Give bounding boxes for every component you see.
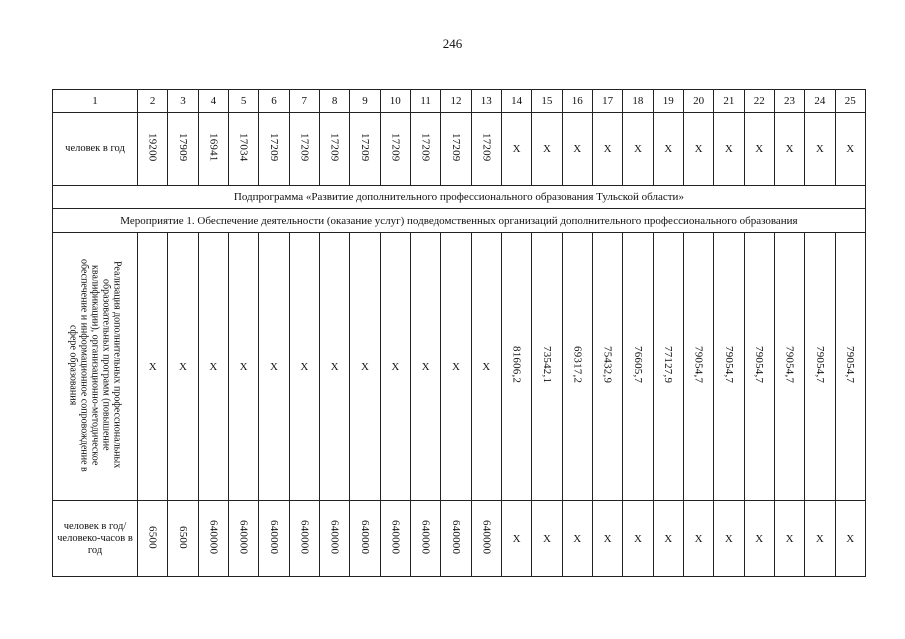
cell-value: 79054,7: [722, 346, 735, 384]
table-cell: [501, 233, 531, 501]
cell-value: 6500: [146, 525, 159, 549]
table-cell: [350, 501, 380, 577]
column-number: 14: [501, 90, 531, 113]
table-cell: X: [714, 113, 744, 186]
column-number: 18: [623, 90, 653, 113]
table-cell: [532, 233, 562, 501]
subprogram-row: [53, 186, 866, 209]
row-label: человек в год: [53, 113, 138, 186]
column-number: 1: [53, 90, 138, 113]
cell-value: 81606,2: [510, 346, 523, 384]
column-number: 3: [168, 90, 198, 113]
cell-value: 640000: [419, 519, 432, 555]
table-cell: [683, 233, 713, 501]
table-cell: X: [744, 501, 774, 577]
cell-value: 79054,7: [783, 346, 796, 384]
table-cell: [138, 501, 168, 577]
column-number: 17: [592, 90, 622, 113]
page-number: 246: [442, 36, 463, 51]
column-number: 5: [228, 90, 258, 113]
column-number: 23: [774, 90, 804, 113]
table-cell: [714, 233, 744, 501]
column-number: 13: [471, 90, 501, 113]
column-number: 10: [380, 90, 410, 113]
subprogram-title: Подпрограмма «Развитие дополнительного профессионального образования Тульской области»: [53, 186, 866, 209]
cell-value: 17209: [328, 133, 341, 162]
table-cell: X: [683, 113, 713, 186]
cell-value: 79054,7: [692, 346, 705, 384]
column-number: 24: [805, 90, 835, 113]
column-number: 19: [653, 90, 683, 113]
column-number: 22: [744, 90, 774, 113]
column-number: 25: [835, 90, 865, 113]
column-number: 11: [410, 90, 440, 113]
table-cell: [441, 113, 471, 186]
cell-value: 17209: [419, 133, 432, 162]
table-cell: [471, 113, 501, 186]
table-cell: [410, 501, 440, 577]
table-cell: [774, 233, 804, 501]
table-row: [53, 113, 866, 186]
table-cell: X: [774, 501, 804, 577]
cell-value: 17209: [480, 133, 493, 162]
column-number: 16: [562, 90, 592, 113]
table-cell: [168, 501, 198, 577]
table-cell: [441, 501, 471, 577]
table-cell: X: [532, 501, 562, 577]
cell-value: 640000: [298, 519, 311, 555]
cell-value: 640000: [480, 519, 493, 555]
cell-value: 640000: [389, 519, 402, 555]
table-cell: X: [471, 233, 501, 501]
table-cell: [835, 233, 865, 501]
table-row: [53, 501, 866, 577]
cell-value: 16941: [207, 133, 220, 162]
table-cell: X: [653, 113, 683, 186]
table-cell: [592, 233, 622, 501]
cell-value: 640000: [267, 519, 280, 555]
table-cell: X: [623, 113, 653, 186]
table-cell: X: [774, 113, 804, 186]
table-cell: X: [835, 501, 865, 577]
column-number: 21: [714, 90, 744, 113]
table-cell: [319, 501, 349, 577]
table-cell: X: [532, 113, 562, 186]
table-cell: X: [744, 113, 774, 186]
cell-value: 640000: [358, 519, 371, 555]
cell-value: 17209: [298, 133, 311, 162]
table-cell: [198, 113, 228, 186]
cell-value: 640000: [207, 519, 220, 555]
table-cell: X: [228, 233, 258, 501]
column-number: 4: [198, 90, 228, 113]
table-cell: X: [714, 501, 744, 577]
cell-value: 79054,7: [753, 346, 766, 384]
cell-value: 17909: [176, 133, 189, 162]
table-cell: X: [592, 501, 622, 577]
table-cell: X: [259, 233, 289, 501]
table-cell: X: [592, 113, 622, 186]
measure-title: Мероприятие 1. Обеспечение деятельности (оказание услуг) подведомственных организаций дополнительного профессионального образования: [53, 209, 866, 233]
table-cell: X: [410, 233, 440, 501]
table-cell: [198, 501, 228, 577]
table-cell: X: [623, 501, 653, 577]
cell-value: 76605,7: [631, 346, 644, 384]
table-cell: X: [350, 233, 380, 501]
table-header-row: [53, 90, 866, 113]
column-number: 15: [532, 90, 562, 113]
table-cell: [289, 501, 319, 577]
table-cell: [562, 233, 592, 501]
cell-value: 640000: [449, 519, 462, 555]
table-cell: [259, 113, 289, 186]
table-cell: X: [805, 113, 835, 186]
cell-value: 19200: [146, 133, 159, 162]
measure-row: [53, 209, 866, 233]
table-cell: X: [198, 233, 228, 501]
table-cell: X: [441, 233, 471, 501]
column-number: 7: [289, 90, 319, 113]
table-cell: X: [168, 233, 198, 501]
table-cell: X: [501, 501, 531, 577]
table-cell: [259, 501, 289, 577]
cell-value: 77127,9: [662, 346, 675, 384]
table-cell: X: [562, 501, 592, 577]
table-cell: [744, 233, 774, 501]
table-cell: X: [501, 113, 531, 186]
cell-value: 17209: [358, 133, 371, 162]
table-cell: [168, 113, 198, 186]
table-cell: X: [653, 501, 683, 577]
table-cell: [410, 113, 440, 186]
table-cell: X: [683, 501, 713, 577]
cell-value: 6500: [176, 525, 189, 549]
table-cell: X: [562, 113, 592, 186]
row-label: человек в год/человеко-часов в год: [53, 501, 138, 577]
table-cell: X: [380, 233, 410, 501]
table-cell: [805, 233, 835, 501]
column-number: 2: [138, 90, 168, 113]
column-number: 20: [683, 90, 713, 113]
cell-value: 17209: [449, 133, 462, 162]
table-cell: [319, 113, 349, 186]
table-cell: X: [835, 113, 865, 186]
cell-value: 79054,7: [813, 346, 826, 384]
table-cell: X: [319, 233, 349, 501]
cell-value: 79054,7: [844, 346, 857, 384]
table-cell: X: [289, 233, 319, 501]
table-cell: [653, 233, 683, 501]
table-cell: [380, 113, 410, 186]
cell-value: 17209: [389, 133, 402, 162]
table-cell: [350, 113, 380, 186]
table-cell: X: [138, 233, 168, 501]
cell-value: 640000: [237, 519, 250, 555]
cell-value: 17209: [267, 133, 280, 162]
column-number: 8: [319, 90, 349, 113]
cell-value: 69317,2: [571, 346, 584, 384]
table-cell: [228, 501, 258, 577]
table-cell: X: [805, 501, 835, 577]
column-number: 6: [259, 90, 289, 113]
table-cell: [471, 501, 501, 577]
table-cell: [289, 113, 319, 186]
row-label: Реализация дополнительных профессиональных образовательных программ (повышение квалификации), организационно-методическое обеспечение и информационное сопровождение в сфере образования: [67, 258, 123, 472]
table-cell: [228, 113, 258, 186]
table-cell: [623, 233, 653, 501]
data-table: [52, 89, 866, 577]
table-cell: [138, 113, 168, 186]
table-cell: [53, 233, 138, 501]
table-cell: [380, 501, 410, 577]
column-number: 9: [350, 90, 380, 113]
cell-value: 73542,1: [540, 346, 553, 384]
table-row: [53, 233, 866, 501]
cell-value: 17034: [237, 133, 250, 162]
cell-value: 640000: [328, 519, 341, 555]
cell-value: 75432,9: [601, 346, 614, 384]
column-number: 12: [441, 90, 471, 113]
